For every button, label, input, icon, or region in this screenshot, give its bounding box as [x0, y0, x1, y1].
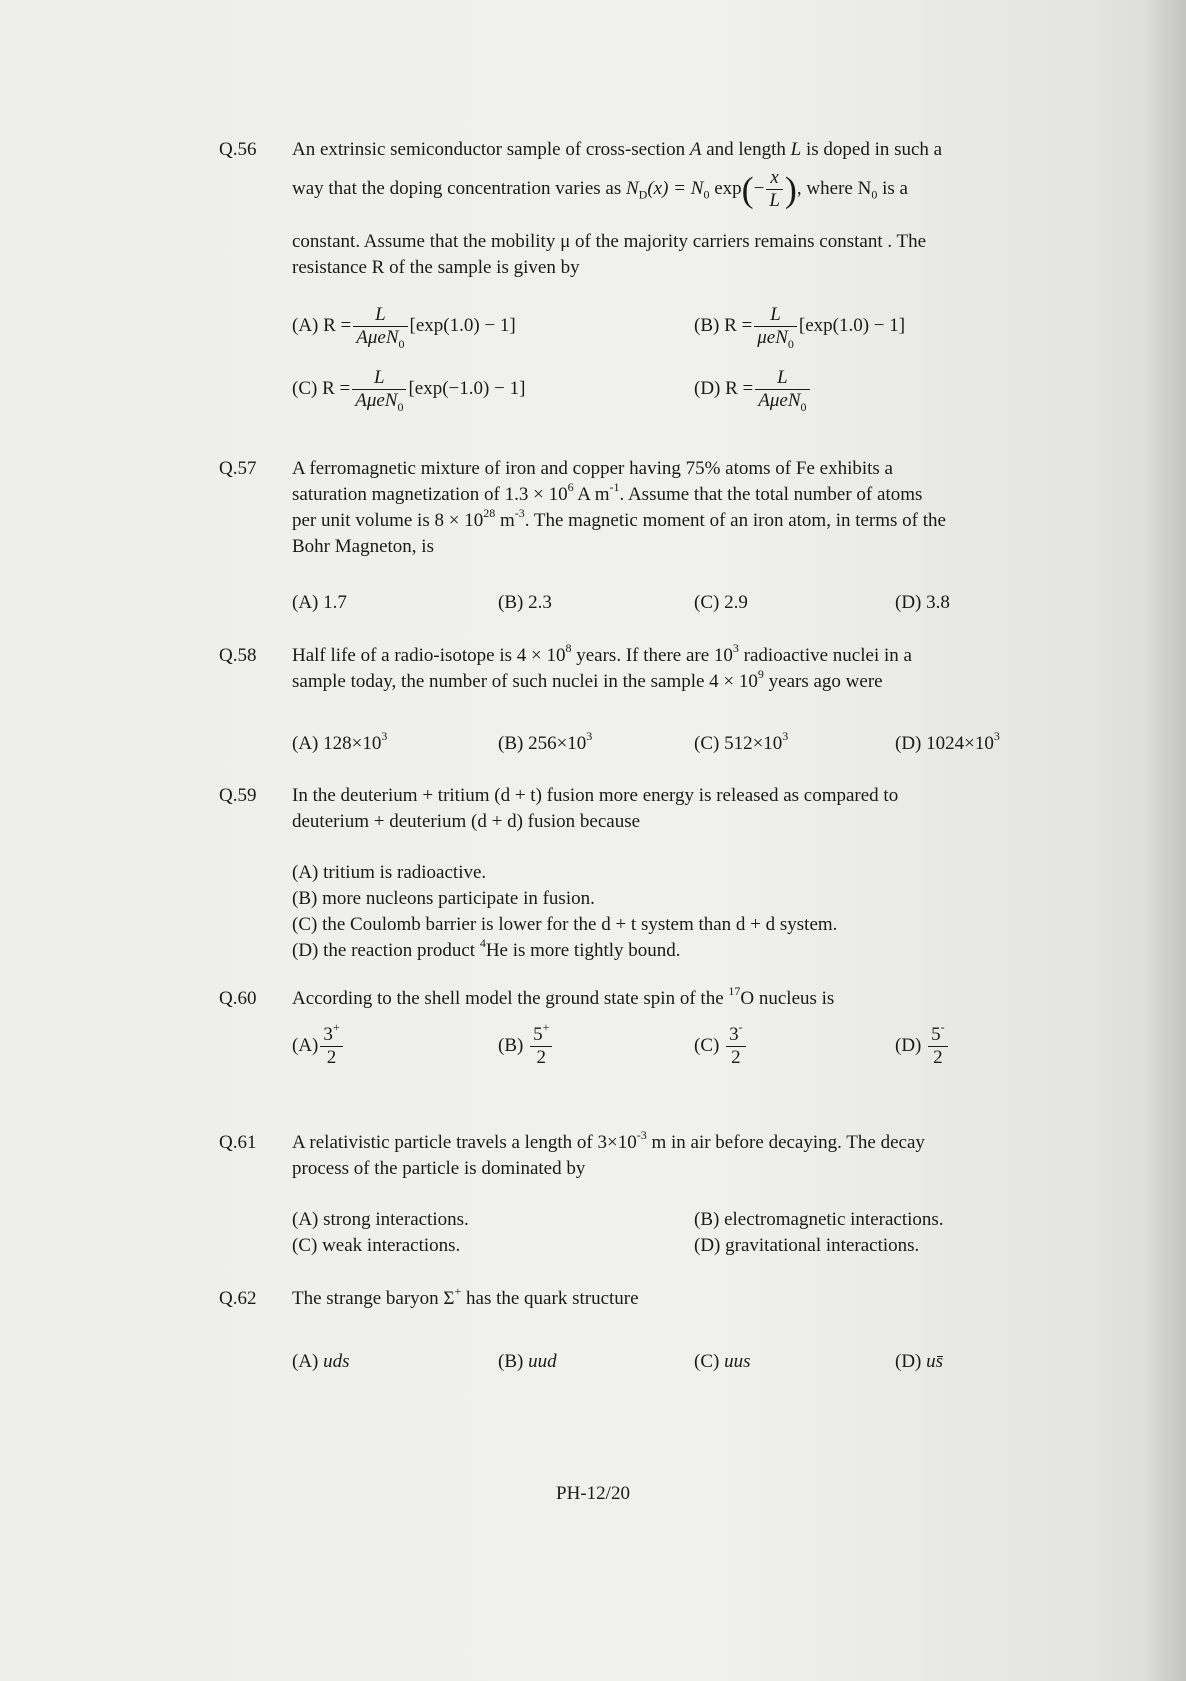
- option-c: (C) 2.9: [694, 592, 748, 613]
- question-text: A relativistic particle travels a length of $3\times 10^{-3}$ m in air before decaying. The decay: [292, 1127, 925, 1153]
- option-a: (A) uds: [292, 1351, 350, 1372]
- question-text: deuterium + deuterium (d + d) fusion because: [292, 811, 641, 832]
- page-footer: PH-12/20: [556, 1483, 630, 1504]
- question-text: sample today, the number of such nuclei in the sample $4 \times 10^9$ years ago were: [292, 666, 883, 692]
- option-c: (C) weak interactions.: [292, 1235, 461, 1256]
- page-edge-shadow: [1146, 0, 1186, 1681]
- question-text: An extrinsic semiconductor sample of cross-section A and length L is doped in such a: [292, 139, 943, 160]
- question-number: Q.59: [219, 785, 257, 806]
- option-c: (C) the Coulomb barrier is lower for the d + t system than d + d system.: [292, 914, 838, 935]
- option-a: (A) tritium is radioactive.: [292, 862, 487, 883]
- question-number: Q.61: [219, 1132, 257, 1153]
- option-c: (C) $\frac{3^-}{2}$: [694, 1024, 748, 1069]
- option-c: (C) $512\times 10^3$: [694, 728, 789, 754]
- question-text: In the deuterium + tritium (d + t) fusion more energy is released as compared to: [292, 785, 899, 806]
- question-text: Bohr Magneton, is: [292, 536, 434, 557]
- question-number: Q.58: [219, 645, 257, 666]
- question-text: constant. Assume that the mobility μ of the majority carriers remains constant . The: [292, 231, 927, 252]
- question-equation-line: way that the doping concentration varies as $N_D(x) = N_0$ exp(− $\frac{x}{L}$ ), where $N_0$ is a: [292, 167, 908, 211]
- option-c: (C) R = $\frac{L}{A\mu eN_0}$ [exp(−1.0) − 1]: [292, 367, 526, 414]
- option-b: (B) electromagnetic interactions.: [694, 1209, 944, 1230]
- option-a: (A) strong interactions.: [292, 1209, 469, 1230]
- question-text: per unit volume is $8 \times 10^{28}$ $m^{-3}$. The magnetic moment of an iron atom, in terms of the: [292, 505, 946, 531]
- option-d: (D) $\frac{5^-}{2}$: [895, 1024, 950, 1069]
- option-a: (A) $128\times 10^3$: [292, 728, 388, 754]
- question-text: A ferromagnetic mixture of iron and copper having 75% atoms of Fe exhibits a: [292, 458, 893, 479]
- option-d: (D) $1024\times 10^3$: [895, 728, 1000, 754]
- option-d: (D) 3.8: [895, 592, 950, 613]
- question-number: Q.62: [219, 1288, 257, 1309]
- option-a: (A) $\frac{3^+}{2}$: [292, 1024, 345, 1069]
- option-c: (C) uus: [694, 1351, 751, 1372]
- option-d: (D) the reaction product $^4$He is more tightly bound.: [292, 935, 681, 961]
- option-d: (D) us̄: [895, 1351, 944, 1372]
- option-b: (B) R = $\frac{L}{\mu eN_0}$ [exp(1.0) − 1]: [694, 304, 906, 351]
- question-number: Q.56: [219, 139, 257, 160]
- option-list: [292, 860, 1072, 964]
- question-text: According to the shell model the ground state spin of the $^{17}$O nucleus is: [292, 983, 835, 1009]
- option-b: (B) uud: [498, 1351, 557, 1372]
- question-text: resistance R of the sample is given by: [292, 257, 580, 278]
- question-text: The strange baryon Σ+ has the quark structure: [292, 1283, 639, 1309]
- question-number: Q.57: [219, 458, 257, 479]
- option-b: (B) $256\times 10^3$: [498, 728, 593, 754]
- question-text: process of the particle is dominated by: [292, 1158, 586, 1179]
- option-b: (B) 2.3: [498, 592, 552, 613]
- question-number: Q.60: [219, 988, 257, 1009]
- option-d: (D) R = $\frac{L}{A\mu eN_0}$: [694, 367, 812, 412]
- question-text: saturation magnetization of $1.3 \times 10^6$ A $m^{-1}$. Assume that the total number of atoms: [292, 479, 923, 505]
- option-b: (B) $\frac{5^+}{2}$: [498, 1024, 554, 1069]
- option-a: (A) R = $\frac{L}{A\mu eN_0}$ [exp(1.0) − 1]: [292, 304, 516, 351]
- option-b: (B) more nucleons participate in fusion.: [292, 888, 595, 909]
- option-d: (D) gravitational interactions.: [694, 1235, 920, 1256]
- question-text: Half life of a radio-isotope is $4 \times 10^8$ years. If there are $10^3$ radioactive nuclei in a: [292, 640, 912, 666]
- option-a: (A) 1.7: [292, 592, 347, 613]
